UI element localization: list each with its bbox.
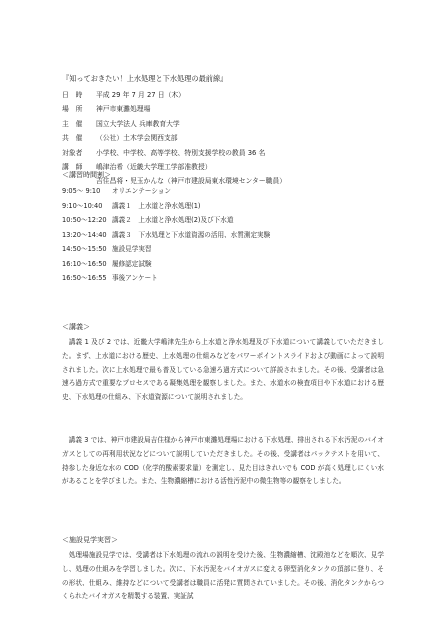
schedule-item: 講義２ 上水道と浄水処理(2)及び下水道 xyxy=(112,216,234,224)
document-title: 『知っておきたい！上水処理と下水処理の最前線』 xyxy=(62,74,228,83)
lecture-heading: ＜講義＞ xyxy=(62,323,90,331)
audience-label: 対象者 xyxy=(62,148,83,157)
lecture-paragraph-1: 講義 1 及び 2 では、近畿大学嶋津先生から上水道と浄水処理及び下水道について講義していただきました。まず、上水道における歴史、上水処理の仕組みなどをパワーポイントスライドおよび動画によって説明されました。次に上水処理で最も普及している急速ろ過方式について詳説されました。その後、受講者は急速ろ過方式で重要なプロセスである凝集処理を観察しました。また、水道水の検査項目や下水道における歴史、下水処理の仕組み、下水道資源について説明されました。 xyxy=(62,338,384,402)
tour-paragraph-1: 処理場施設見学では、受講者は下水処理の流れの説明を受けた後、生物濃縮槽、沈殿池などを順次、見学し、処理の仕組みを学習しました。次に、下水汚泥をバイオガスに変える卵型消化タンクの頂部に登り、その形状、仕組み、維持などについて受講者は職員に活発に質問されていました。その後、消化タンクからつくられたバイオガスを精製する装置、実証試 xyxy=(62,551,384,601)
schedule-row xyxy=(62,271,270,286)
schedule-item: オリエンテーション xyxy=(112,187,171,195)
schedule-item: 講義１ 上水道と浄水処理(1) xyxy=(112,201,201,210)
schedule-row xyxy=(62,257,270,272)
lecturer-label: 講 師 xyxy=(62,163,83,172)
lecturer-name-1: 嶋津治希（近畿大学理工学部准教授） xyxy=(96,163,212,172)
date-value: 平成 29 年 7 月 27 日（木） xyxy=(96,91,185,99)
schedule-time: 9:10～10:40 xyxy=(62,201,103,210)
schedule-item: 施設見学実習 xyxy=(112,245,152,253)
schedule-item: 事後アンケート xyxy=(112,274,158,282)
place-row xyxy=(62,102,286,116)
organizer-label: 主 催 xyxy=(62,119,83,128)
schedule-time: 10:50～12:20 xyxy=(62,216,107,224)
cosponsor-label: 共 催 xyxy=(62,134,83,143)
schedule-time: 16:10～16:50 xyxy=(62,259,107,268)
place-value: 神戸市東灘処理場 xyxy=(96,105,151,114)
schedule-time: 9:05～ 9:10 xyxy=(62,187,101,195)
schedule-time: 16:50～16:55 xyxy=(62,274,107,282)
lecturer-name-2: 吉住昌将・児玉かんな（神戸市建設局東水環境センター職員） xyxy=(96,177,287,186)
schedule-row xyxy=(62,242,270,257)
audience-row xyxy=(62,146,286,160)
organizer-row xyxy=(62,117,286,131)
schedule-row xyxy=(62,228,270,243)
date-row xyxy=(62,88,286,102)
schedule-row xyxy=(62,184,270,199)
place-label: 場 所 xyxy=(62,105,83,114)
schedule-time: 13:20～14:40 xyxy=(62,230,107,239)
schedule-item: 履修認定試験 xyxy=(112,259,152,268)
schedule-row xyxy=(62,213,270,228)
organizer-value: 国立大学法人 兵庫教育大学 xyxy=(96,119,180,128)
schedule-row xyxy=(62,199,270,214)
cosponsor-value: （公社）土木学会関西支部 xyxy=(96,134,178,143)
tour-heading: ＜施設見学実習＞ xyxy=(62,536,118,544)
schedule-list xyxy=(62,184,270,286)
audience-value: 小学校、中学校、高等学校、特別支援学校の教員 36 名 xyxy=(96,148,266,157)
schedule-item: 講義３ 下水処理と下水道資源の活用、水質測定実験 xyxy=(112,230,271,239)
cosponsor-row xyxy=(62,131,286,145)
schedule-heading: ＜講習時間割＞ xyxy=(62,171,111,179)
schedule-time: 14:50～15:50 xyxy=(62,245,107,253)
date-label: 日 時 xyxy=(62,91,83,99)
lecture-paragraph-2: 講義 3 では、神戸市建設局吉住様から神戸市東灘処理場における下水処理、排出される下水汚泥のバイオガスとしての再利用状況などについて説明していただきました。その後、受講者はパックテストを用いて、持参した身近な水の COD（化学的酸素要求量）を測定し、見た目はきれいでも COD が高く処理しにくい水があることを学びました。また、生物濃縮槽における活性汚泥中の微生物等の観察をしました。 xyxy=(62,436,384,486)
